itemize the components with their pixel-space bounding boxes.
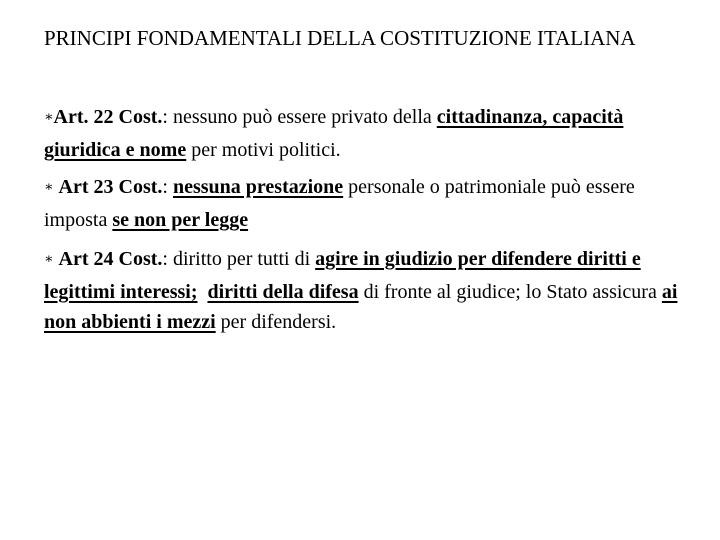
article-reference: Art 23 Cost. [58, 176, 163, 198]
item-text: : diritto per tutti di [162, 248, 316, 270]
item-text: : [162, 176, 173, 198]
emphasis-text: cittadinanza, capacità giuridica e nome [44, 106, 624, 161]
list-item-art-22 [44, 102, 684, 165]
bullet-icon: ∗ [44, 252, 54, 267]
emphasis-text: nessuna prestazione [172, 176, 344, 198]
item-text: per difendersi. [215, 311, 337, 333]
bullet-icon: ∗ [44, 180, 54, 195]
item-text: per motivi politici. [186, 139, 341, 161]
list-item-art-24 [44, 244, 684, 337]
item-text: personale o patrimoniale può essere imposta [44, 176, 635, 231]
emphasis-text: ai non abbienti i mezzi [44, 281, 678, 333]
item-text [197, 281, 207, 303]
article-reference: Art. 22 Cost. [53, 106, 163, 128]
list-item-art-23 [44, 172, 684, 235]
article-reference: Art 24 Cost. [58, 248, 163, 270]
emphasis-text: se non per legge [112, 209, 249, 231]
bullet-icon: ∗ [44, 110, 54, 125]
slide-title: PRINCIPI FONDAMENTALI DELLA COSTITUZIONE ITALIANA [44, 26, 636, 50]
emphasis-text: diritti della difesa [207, 281, 359, 303]
item-text: di fronte al giudice; lo Stato assicura [358, 281, 662, 303]
item-text: : nessuno può essere privato della [162, 106, 437, 128]
emphasis-text: agire in giudizio per difendere diritti e legittimi interessi; [44, 248, 641, 303]
